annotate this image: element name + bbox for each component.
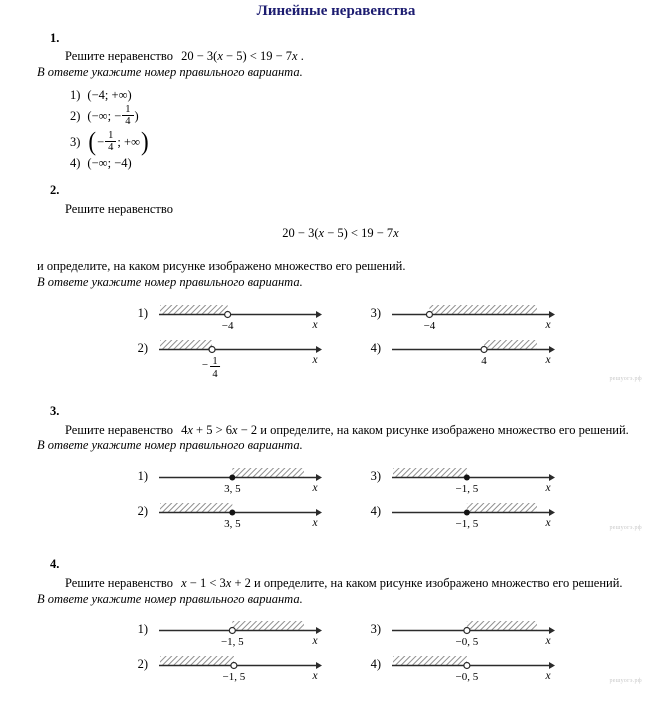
axis-label-x: x <box>545 353 551 366</box>
figures-grid <box>130 302 644 384</box>
figure-cell <box>363 465 563 498</box>
problem-statement <box>65 576 644 591</box>
figure-label: 1) <box>137 469 148 483</box>
number-line-figure <box>157 337 327 384</box>
point-label: −1, 5 <box>455 518 479 530</box>
option-label: 1) <box>70 88 81 103</box>
boundary-point <box>229 628 235 634</box>
number-line-figure <box>390 653 560 686</box>
number-line-figure <box>157 653 327 686</box>
site-watermark: решуогэ.рф <box>609 524 642 531</box>
interval-text: (−∞; − <box>87 109 122 124</box>
axis-arrow-icon <box>549 474 555 481</box>
solution-region <box>160 503 232 513</box>
axis-label-x: x <box>312 635 318 648</box>
site-watermark: решуогэ.рф <box>609 678 642 685</box>
number-line-figure <box>157 618 327 651</box>
axis-label-x: x <box>312 318 318 331</box>
inequality-centered: 20 − 3(x − 5) < 19 − 7x <box>282 225 399 240</box>
axis-arrow-icon <box>316 509 322 516</box>
figures-grid <box>130 618 644 686</box>
axis-arrow-icon <box>549 627 555 634</box>
figure-label: 4) <box>370 657 381 672</box>
solution-region <box>393 656 467 666</box>
boundary-point <box>481 346 487 352</box>
boundary-point <box>464 663 470 669</box>
big-paren: ( <box>88 126 97 156</box>
problem-statement <box>65 202 644 217</box>
number-line-figure <box>390 337 560 370</box>
figure-label: 3) <box>370 622 381 637</box>
figures-grid <box>130 465 644 533</box>
svg-text:4: 4 <box>212 368 218 380</box>
axis-label-x: x <box>312 482 318 494</box>
instruction-line: В ответе укажите номер правильного варианта. <box>37 275 303 289</box>
problem-statement <box>65 423 644 438</box>
problem-3 <box>37 404 644 533</box>
axis-arrow-icon <box>549 346 555 353</box>
number-line-figure <box>157 500 327 533</box>
point-label: 3, 5 <box>224 483 241 495</box>
point-label: −1, 5 <box>222 671 246 684</box>
figure-cell <box>363 653 563 686</box>
statement-text: Решите неравенство <box>65 575 173 590</box>
option-label: 3) <box>70 135 81 150</box>
axis-arrow-icon <box>549 311 555 318</box>
figure-label: 2) <box>137 340 148 355</box>
fraction-numerator: 1 <box>122 104 133 116</box>
number-line-figure <box>157 302 327 335</box>
fraction <box>105 130 116 153</box>
figure-cell <box>363 337 563 384</box>
interval-text: (−4; +∞) <box>87 88 132 103</box>
solution-region <box>467 621 537 631</box>
svg-text:−: − <box>201 358 209 371</box>
problem-number: 1. <box>50 30 60 45</box>
figure-cell <box>130 337 363 384</box>
boundary-point <box>209 346 215 352</box>
problem-4 <box>37 557 644 686</box>
figure-label: 4) <box>370 504 381 518</box>
inline-math: 4x + 5 > 6x − 2 <box>181 422 258 437</box>
option-value <box>87 88 131 103</box>
solution-region <box>232 621 304 631</box>
point-label: −1, 5 <box>455 483 479 495</box>
instruction-line: В ответе укажите номер правильного варианта. <box>37 591 303 606</box>
point-label: 3, 5 <box>224 518 241 530</box>
figure-label: 3) <box>370 469 381 483</box>
instruction-line: В ответе укажите номер правильного варианта. <box>37 438 303 453</box>
statement-text: Решите неравенство <box>65 201 173 216</box>
axis-label-x: x <box>545 482 551 494</box>
figure-label: 1) <box>137 305 148 320</box>
interval-text: − <box>97 135 105 150</box>
statement-continuation: и определите, на каком рисунке изображено множество его решений. <box>37 259 406 274</box>
axis-arrow-icon <box>316 474 322 481</box>
boundary-point <box>229 510 235 516</box>
figure-cell <box>130 618 363 651</box>
fraction <box>122 104 133 127</box>
fraction-denominator: 4 <box>125 115 131 127</box>
statement-text: и определите, на каком рисунке изображено множество его решений. <box>260 422 629 437</box>
figure-cell <box>130 500 363 533</box>
interval-text: ; +∞ <box>117 135 140 150</box>
figure-cell <box>363 618 563 651</box>
inline-math: 20 − 3(x − 5) < 19 − 7x . <box>181 49 304 64</box>
problem-1 <box>37 31 644 171</box>
option-label: 2) <box>70 109 81 124</box>
options-list <box>70 88 644 171</box>
axis-arrow-icon <box>549 662 555 669</box>
instruction-line: В ответе укажите номер правильного варианта. <box>37 65 303 80</box>
fraction-denominator: 4 <box>108 141 114 153</box>
interval-text: (−∞; −4) <box>87 156 132 171</box>
axis-label-x: x <box>312 353 318 366</box>
page-title: Линейные неравенства <box>256 3 416 19</box>
figure-label: 3) <box>370 305 381 320</box>
figure-label: 2) <box>137 504 148 518</box>
solution-region <box>232 468 304 478</box>
statement-text: Решите неравенство <box>65 49 173 64</box>
point-label: −1, 5 <box>220 636 244 649</box>
point-label: −0, 5 <box>455 636 479 649</box>
axis-label-x: x <box>545 635 551 648</box>
number-line-figure <box>157 465 327 498</box>
problem-2 <box>37 183 644 384</box>
figure-label: 4) <box>370 340 381 355</box>
point-label: −4 <box>221 319 234 332</box>
option-row <box>70 156 644 171</box>
statement-text: Решите неравенство <box>65 422 173 437</box>
number-line-figure <box>390 465 560 498</box>
figure-cell <box>363 302 563 335</box>
figure-label: 1) <box>137 622 148 637</box>
big-paren: ) <box>141 126 149 156</box>
boundary-point <box>464 475 470 481</box>
solution-region <box>484 340 537 350</box>
boundary-point <box>225 311 231 317</box>
point-label: 4 <box>481 354 487 367</box>
axis-label-x: x <box>312 517 318 529</box>
solution-region <box>160 340 212 350</box>
axis-arrow-icon <box>316 311 322 318</box>
figure-cell <box>363 500 563 533</box>
figure-cell <box>130 465 363 498</box>
option-row <box>70 104 644 129</box>
inline-math: x − 1 < 3x + 2 <box>181 575 251 590</box>
solution-region <box>467 503 537 513</box>
statement-text: и определите, на каком рисунке изображено множество его решений. <box>254 575 623 590</box>
option-value <box>87 126 149 156</box>
number-line-figure <box>390 500 560 533</box>
axis-label-x: x <box>312 670 318 683</box>
option-value <box>87 104 138 129</box>
figure-label: 2) <box>137 657 148 672</box>
solution-region <box>160 656 234 666</box>
point-label: −4 <box>423 319 436 332</box>
axis-arrow-icon <box>316 662 322 669</box>
solution-region <box>429 305 537 315</box>
boundary-point <box>229 475 235 481</box>
boundary-point <box>426 311 432 317</box>
boundary-point <box>464 510 470 516</box>
axis-arrow-icon <box>316 627 322 634</box>
option-label: 4) <box>70 156 81 171</box>
number-line-figure <box>390 302 560 335</box>
problem-statement <box>65 49 644 64</box>
site-watermark: решуогэ.рф <box>609 375 642 382</box>
axis-label-x: x <box>545 517 551 529</box>
axis-label-x: x <box>545 318 551 331</box>
svg-text:1: 1 <box>212 355 218 367</box>
figure-cell <box>130 302 363 335</box>
axis-arrow-icon <box>316 346 322 353</box>
interval-text: ) <box>134 109 139 124</box>
option-row <box>70 88 644 103</box>
problem-number: 2. <box>50 183 60 197</box>
number-line-figure <box>390 618 560 651</box>
solution-region <box>160 305 228 315</box>
option-value <box>87 156 131 171</box>
axis-label-x: x <box>545 670 551 683</box>
boundary-point <box>231 663 237 669</box>
axis-arrow-icon <box>549 509 555 516</box>
point-label <box>202 356 220 380</box>
figure-cell <box>130 653 363 686</box>
solution-region <box>393 468 467 478</box>
problem-number: 4. <box>50 557 60 571</box>
fraction-numerator: 1 <box>105 130 116 142</box>
problem-number: 3. <box>50 403 60 418</box>
option-row <box>70 126 644 156</box>
boundary-point <box>464 628 470 634</box>
point-label: −0, 5 <box>455 671 479 684</box>
